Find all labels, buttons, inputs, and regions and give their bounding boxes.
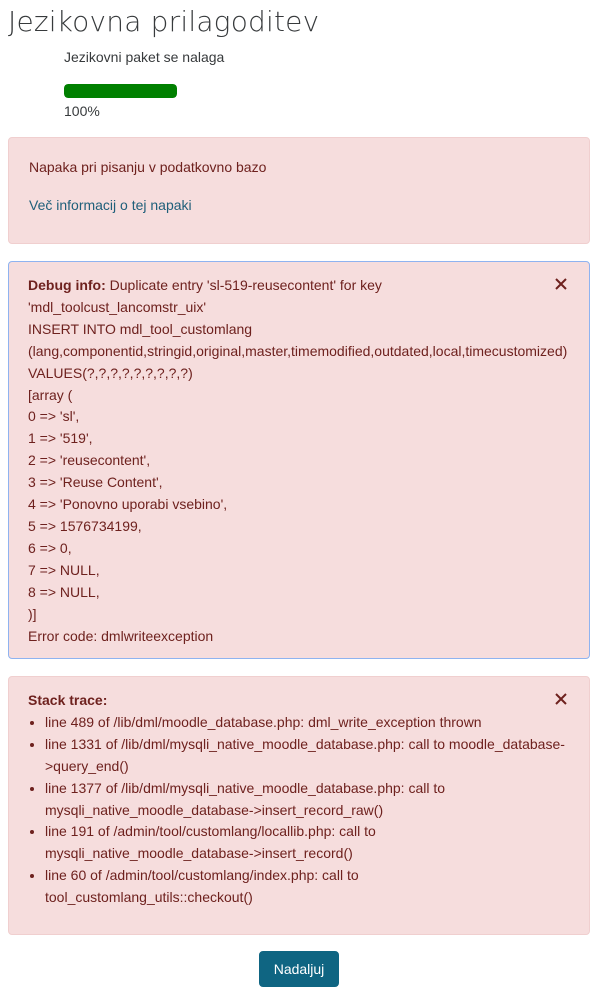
debug-message: Duplicate entry 'sl-519-reusecontent' for key	[105, 277, 382, 293]
stack-trace-item: • line 1331 of /lib/dml/mysqli_native_moodle_database.php: call to moodle_database->query_end()	[45, 734, 569, 778]
stack-trace-item: • line 489 of /lib/dml/moodle_database.php: dml_write_exception thrown	[45, 712, 569, 734]
close-icon[interactable]	[555, 278, 569, 292]
stack-trace-item: • line 191 of /admin/tool/customlang/locallib.php: call to mysqli_native_moodle_database->insert_record()	[45, 821, 569, 865]
stack-trace-box	[8, 676, 590, 935]
close-icon[interactable]	[555, 693, 569, 707]
debug-info-box	[8, 261, 590, 659]
progress-section	[64, 47, 364, 121]
debug-line: 'mdl_toolcust_lancomstr_uix'	[28, 298, 207, 315]
stack-trace-item: • line 60 of /admin/tool/customlang/index.php: call to tool_customlang_utils::checkout()	[45, 865, 569, 909]
debug-line: 5 => 1576734199,	[28, 517, 142, 534]
debug-first-line	[28, 275, 569, 297]
debug-line: 3 => 'Reuse Content',	[28, 474, 163, 491]
debug-label: Debug info:	[28, 277, 106, 293]
error-message: Napaka pri pisanju v podatkovno bazo	[29, 159, 267, 175]
debug-line: )]	[28, 605, 37, 622]
debug-line: 7 => NULL,	[28, 561, 100, 578]
debug-line: 0 => 'sl',	[28, 408, 80, 425]
page-title: Jezikovna prilagoditev	[8, 5, 320, 38]
debug-line: (lang,componentid,stringid,original,master,timemodified,outdated,local,timecustomized)	[28, 342, 568, 359]
debug-line: Error code: dmlwriteexception	[28, 627, 214, 644]
debug-line: 6 => 0,	[28, 539, 72, 556]
stack-trace-item: • line 1377 of /lib/dml/mysqli_native_moodle_database.php: call to mysqli_native_moodle_database->insert_record_raw()	[45, 778, 569, 822]
progress-bar	[64, 84, 177, 98]
progress-percent: 100%	[64, 103, 100, 119]
continue-button[interactable]: Nadaljuj	[259, 951, 339, 987]
debug-line: 1 => '519',	[28, 430, 93, 447]
stack-trace-list	[28, 712, 569, 909]
debug-line: 2 => 'reusecontent',	[28, 452, 151, 469]
debug-line: [array (	[28, 386, 73, 403]
debug-line: INSERT INTO mdl_tool_customlang	[28, 320, 253, 337]
debug-line: 4 => 'Ponovno uporabi vsebino',	[28, 496, 228, 513]
debug-line: VALUES(?,?,?,?,?,?,?,?,?)	[28, 364, 193, 381]
progress-bar-fill	[64, 84, 177, 98]
debug-line: 8 => NULL,	[28, 583, 100, 600]
error-box	[8, 137, 590, 244]
more-info-link[interactable]: Več informacij o tej napaki	[29, 197, 192, 213]
stack-trace-label: Stack trace:	[28, 692, 108, 708]
debug-lines	[28, 297, 569, 648]
progress-message: Jezikovni paket se nalaga	[64, 49, 225, 65]
